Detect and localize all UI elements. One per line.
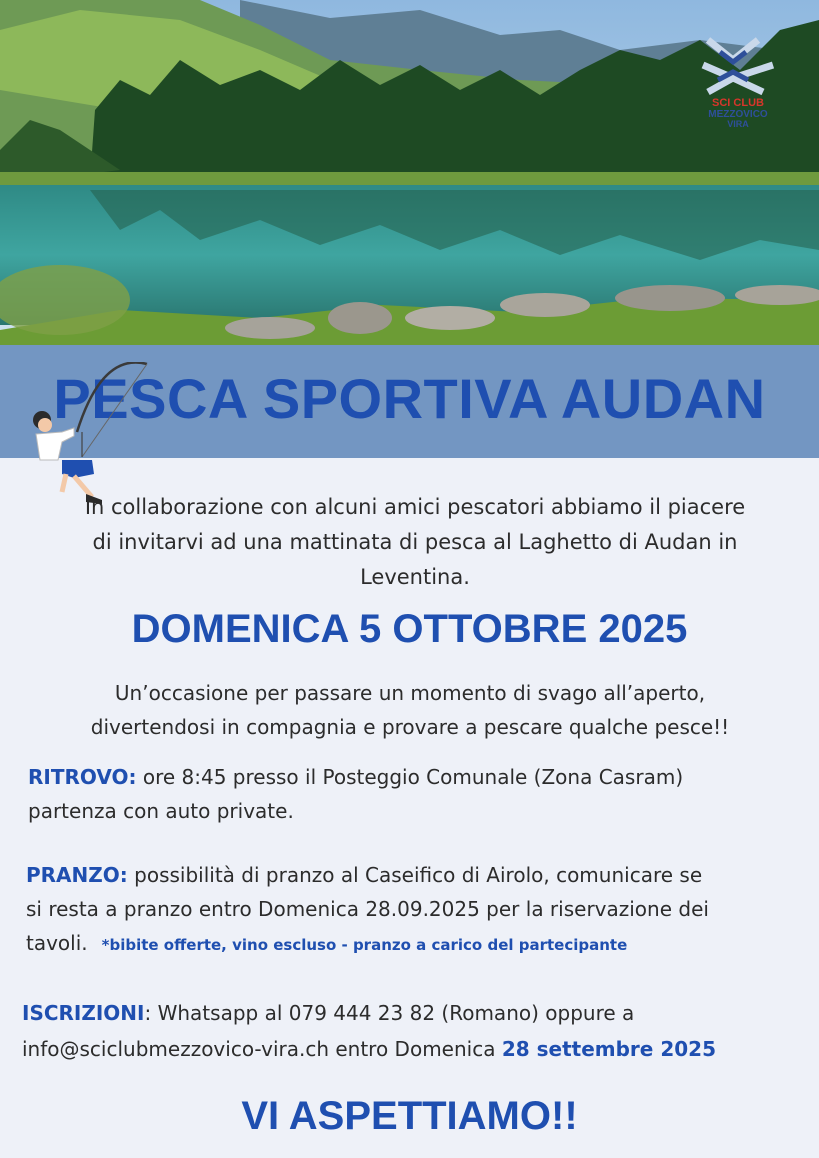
- iscrizioni-text-1: : Whatsapp al 079 444 23 82 (Romano) oppure a: [144, 1001, 635, 1025]
- iscrizioni-section: [22, 995, 812, 1067]
- iscrizioni-line-2: [22, 1031, 812, 1067]
- pranzo-label: PRANZO:: [26, 863, 128, 887]
- intro-text: [30, 490, 800, 595]
- iscrizioni-line-1: [22, 995, 812, 1031]
- event-date: DOMENICA 5 OTTOBRE 2025: [131, 607, 688, 651]
- pranzo-section: [26, 858, 811, 962]
- closing-text: VI ASPETTIAMO!!: [241, 1094, 578, 1138]
- iscrizioni-label: ISCRIZIONI: [22, 1001, 145, 1025]
- page-title: PESCA SPORTIVA AUDAN: [53, 367, 766, 430]
- logo-line-1: SCI CLUB: [712, 97, 764, 109]
- pranzo-text-3: tavoli.: [26, 931, 88, 955]
- intro-line-2: di invitarvi ad una mattinata di pesca al Laghetto di Audan in: [92, 530, 738, 554]
- sci-club-logo: [688, 30, 788, 130]
- invite-line-1: Un’occasione per passare un momento di svago all’aperto,: [114, 681, 706, 705]
- pranzo-line-3: [26, 926, 811, 962]
- ritrovo-section: [28, 760, 808, 828]
- pranzo-text-2: si resta a pranzo entro Domenica 28.09.2025 per la riservazione dei: [26, 897, 709, 921]
- logo-line-2: MEZZOVICO: [708, 109, 768, 120]
- ritrovo-text-2: partenza con auto private.: [28, 799, 294, 823]
- invite-text: [20, 676, 800, 744]
- pranzo-text-1: possibilità di pranzo al Caseifico di Airolo, comunicare se: [127, 863, 703, 887]
- ritrovo-label: RITROVO:: [28, 765, 137, 789]
- ritrovo-text-1: ore 8:45 presso il Posteggio Comunale (Zona Casram): [136, 765, 684, 789]
- iscrizioni-deadline: 28 settembre 2025: [501, 1037, 716, 1061]
- ritrovo-line-1: [28, 760, 808, 794]
- pranzo-line-1: [26, 858, 811, 892]
- intro-line-3: Leventina.: [360, 565, 470, 589]
- logo-line-3: VIRA: [727, 119, 749, 129]
- intro-line-1: In collaborazione con alcuni amici pescatori abbiamo il piacere: [84, 495, 746, 519]
- pranzo-note: *bibite offerte, vino escluso - pranzo a carico del partecipante: [101, 936, 628, 954]
- iscrizioni-text-2: info@sciclubmezzovico-vira.ch entro Domenica: [22, 1037, 502, 1061]
- invite-line-2: divertendosi in compagnia e provare a pescare qualche pesce!!: [90, 715, 730, 739]
